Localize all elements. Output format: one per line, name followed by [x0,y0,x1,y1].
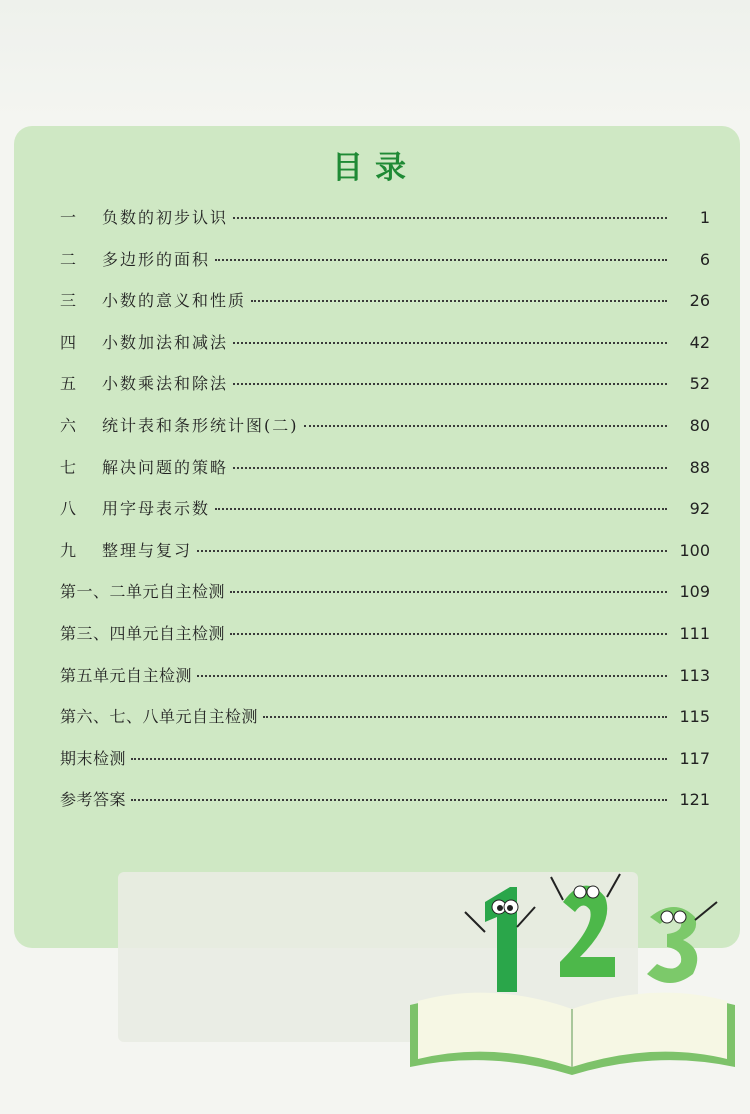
toc-row[interactable] [60,529,710,571]
dot-leader [233,217,667,219]
toc-page-number: 92 [689,499,710,519]
mascot-one-icon [465,887,535,992]
mascot-three-icon [647,902,717,983]
toc-chapter-number: 六 [60,415,77,435]
toc-title: 多边形的面积 [102,249,211,269]
toc-page-number: 1 [699,208,710,227]
toc-page-number: 80 [689,415,710,435]
toc-page-number: 115 [679,707,710,727]
page-title: 目录 [332,150,418,186]
toc-row[interactable] [60,778,710,820]
toc-title: 统计表和条形统计图(二) [102,415,299,435]
toc-title: 第五单元自主检测 [60,665,193,685]
toc-page-number: 42 [689,332,710,352]
toc-row[interactable] [60,362,710,404]
toc-title: 期末检测 [60,748,127,768]
toc-page-number: 113 [679,665,710,685]
toc-page-number: 26 [689,291,710,311]
toc-page-number: 111 [679,623,710,643]
toc-title: 解决问题的策略 [102,457,229,477]
page-top-band [0,0,750,120]
number-mascots-illustration [455,862,740,1012]
dot-leader [197,675,667,677]
toc-row[interactable] [60,487,710,529]
toc-chapter-number: 九 [60,540,77,560]
toc-chapter-number: 三 [60,291,77,311]
dot-leader [233,467,667,469]
dot-leader [230,591,667,593]
toc-row[interactable] [60,279,710,321]
toc-chapter-number: 八 [60,499,77,519]
toc-row[interactable] [60,612,710,654]
toc-row[interactable] [60,238,710,280]
toc-chapter-number: 五 [60,374,77,394]
toc-title: 第一、二单元自主检测 [60,582,226,602]
toc-chapter-number: 一 [60,208,77,227]
toc-page-number: 88 [689,457,710,477]
toc-page-number: 121 [679,790,710,810]
toc-page-number: 109 [679,582,710,602]
toc-row[interactable] [60,737,710,779]
toc-chapter-number: 四 [60,332,77,352]
toc-row[interactable] [60,404,710,446]
toc-row[interactable] [60,695,710,737]
dot-leader [215,259,667,261]
toc-title: 用字母表示数 [102,499,211,519]
toc-page-number: 117 [679,748,710,768]
toc-title: 负数的初步认识 [102,208,229,227]
toc-title: 参考答案 [60,790,127,810]
toc-title: 小数的意义和性质 [102,291,247,311]
toc-title: 整理与复习 [102,540,193,560]
dot-leader [304,425,668,427]
dot-leader [263,716,667,718]
dot-leader [233,383,667,385]
toc-row[interactable] [60,321,710,363]
dot-leader [197,550,667,552]
toc-page-number: 100 [679,540,710,560]
dot-leader [131,758,667,760]
dot-leader [251,300,667,302]
toc-row[interactable] [60,446,710,488]
toc-title: 第六、七、八单元自主检测 [60,707,259,727]
toc-row[interactable] [60,654,710,696]
toc-title: 小数加法和减法 [102,332,229,352]
table-of-contents [60,196,710,820]
toc-page-number: 6 [699,249,710,269]
toc-title: 第三、四单元自主检测 [60,623,226,643]
dot-leader [131,799,667,801]
mascot-two-icon [551,874,620,977]
dot-leader [215,508,667,510]
toc-chapter-number: 七 [60,457,77,477]
toc-row[interactable] [60,196,710,238]
toc-page-number: 52 [689,374,710,394]
dot-leader [230,633,667,635]
dot-leader [233,342,667,344]
toc-chapter-number: 二 [60,249,77,269]
toc-row[interactable] [60,570,710,612]
toc-title: 小数乘法和除法 [102,374,229,394]
